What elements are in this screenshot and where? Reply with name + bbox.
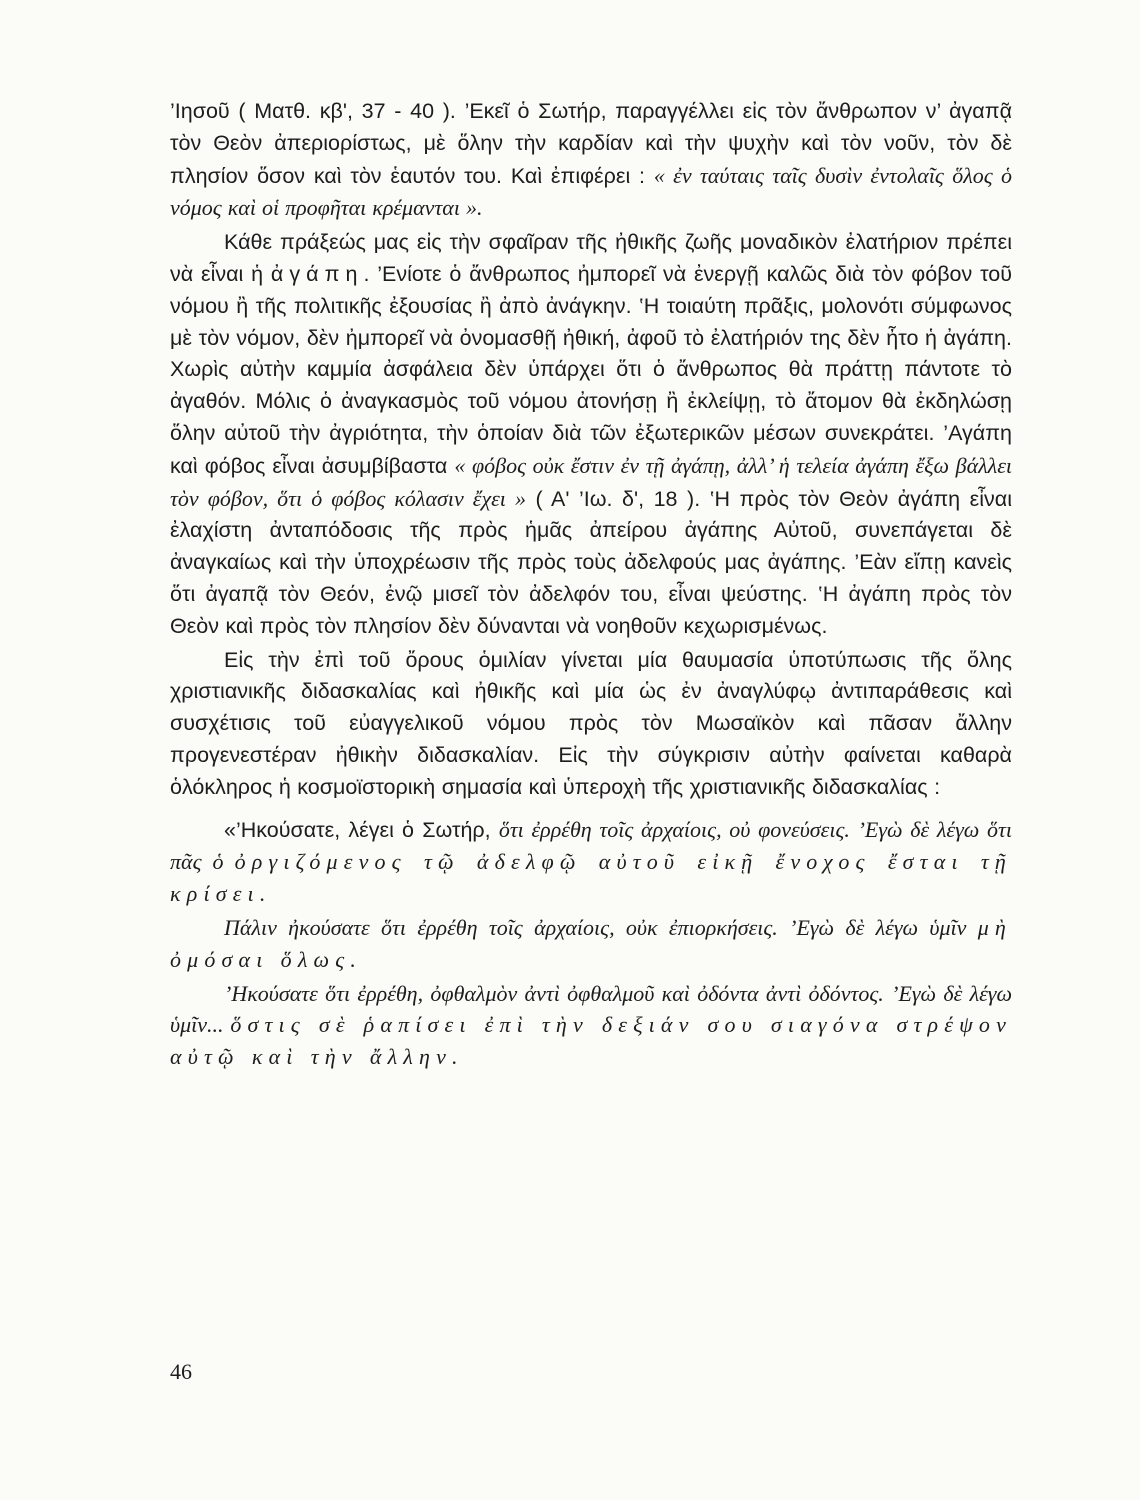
paragraph-1 <box>170 96 1012 225</box>
scripture-quotes <box>170 814 1012 1073</box>
paragraph-2-segment: ( Α' ’Ιω. δ', 18 ). ‛Η πρὸς τὸν Θεὸν ἀγάπη εἶναι ἐλαχίστη ἀνταπόδοσις τῆς πρὸς ἡμᾶς ἀπείρου ἀγάπης Αὐτοῦ, συνεπάγεται δὲ ἀναγκαίως καὶ τὴν ὑποχρέωσιν τῆς πρὸς τοὺς ἀδελφούς μας ἀγάπης. ’Εὰν εἴπῃ κανεὶς ὅτι ἀγαπᾷ τὸν Θεόν, ἐνῷ μισεῖ τὸν ἀδελφόν του, εἶναι ψεύστης. ‛Η ἀγάπη πρὸς τὸν Θεὸν καὶ πρὸς τὸν πλησίον δὲν δύνανται νὰ νοηθοῦν κεχωρισμένως. <box>170 486 1012 638</box>
paragraph-2-segment: . ’Ενίοτε ὁ ἄνθρωπος ἠμπορεῖ νὰ ἐνεργῇ καλῶς διὰ τὸν φόβον τοῦ νόμου ἢ τῆς πολιτικῆς ἐξουσίας ἢ ἀπὸ ἀνάγκην. ‛Η τοιαύτη πρᾶξις, μολονότι σύμφωνος μὲ τὸν νόμον, δὲν ἠμπορεῖ νὰ ὀνομασθῇ ἠθική, ἀφοῦ τὸ ἐλατήριόν της δὲν ἦτο ἡ ἀγάπη. Χωρὶς αὐτὴν καμμία ἀσφάλεια δὲν ὑπάρχει ὅτι ὁ ἄνθρωπος θὰ πράττῃ πάντοτε τὸ ἀγαθόν. Μόλις ὁ ἀναγκασμὸς τοῦ νόμου ἀτονήσῃ ἢ ἐκλείψῃ, τὸ ἄτομον θὰ ἐκδηλώσῃ ὅλην αὐτοῦ τὴν ἀγριότητα, τὴν ὁποίαν διὰ τῶν ἐξωτερικῶν μέσων συνεκράτει. ’Αγάπη καὶ φόβος εἶναι ἀσυμβίβαστα <box>170 261 1012 478</box>
quote-1-segment: ὅτι ἐρρέθη τοῖς ἀρχαίοις, οὐ φονεύσεις. ’Εγὼ δὲ λέγω ὅτι πᾶς ὁ <box>170 816 1012 875</box>
paragraph-3 <box>170 645 1012 804</box>
page-body <box>170 96 1012 1073</box>
paragraph-1-segment: « ἐν ταύταις ταῖς δυσὶν ἐντολαῖς ὅλος ὁ νόμος καὶ οἱ προφῆται κρέμανται ». <box>170 162 1012 221</box>
paragraph-2-segment: ἀγάπη <box>270 261 364 286</box>
paragraph-1-segment: ’Ιησοῦ ( Ματθ. κβ', 37 - 40 ). ’Εκεῖ ὁ Σωτήρ, παραγγέλλει εἰς τὸν ἄνθρωπον ν’ ἀγαπᾷ τὸν Θεὸν ἀπεριορίστως, μὲ ὅλην τὴν καρδίαν καὶ τὴν ψυχὴν καὶ τὸν νοῦν, τὸν δὲ πλησίον ὅσον καὶ τὸν ἑαυτόν του. Καὶ ἐπιφέρει : <box>170 99 1012 188</box>
quote-3-segment: ὅστις σὲ ῥαπίσει ἐπὶ τὴν δεξιάν σου σιαγόνα στρέψον αὐτῷ καὶ τὴν ἄλλην <box>170 1012 1012 1070</box>
page-number: 46 <box>170 1359 192 1384</box>
paragraph-2-segment: « φόβος οὐκ ἔστιν ἐν τῇ ἀγάπῃ, ἀλλ’ ἡ τελεία ἀγάπη ἔξω βάλλει τὸν φόβον, ὅτι ὁ φόβος κόλασιν ἔχει » <box>170 452 1012 511</box>
quote-2-segment: μὴ ὀμόσαι ὅλως <box>170 914 1012 972</box>
quote-1 <box>170 814 1012 910</box>
quote-1-segment: . <box>259 881 266 907</box>
quote-3 <box>170 978 1012 1073</box>
quote-3-segment: ’Ηκούσατε ὅτι ἐρρέθη, ὀφθαλμὸν ἀντὶ ὀφθαλμοῦ καὶ ὀδόντα ἀντὶ ὀδόντος. ’Εγὼ δὲ λέγω ὑμῖν... <box>170 980 1012 1038</box>
quote-3-segment: . <box>452 1044 458 1070</box>
paragraph-2-segment: Κάθε πράξεώς μας εἰς τὴν σφαῖραν τῆς ἠθικῆς ζωῆς μοναδικὸν ἐλατήριον πρέπει νὰ εἶναι ἡ <box>170 230 1012 286</box>
quote-2-segment: . <box>350 946 356 972</box>
paragraph-3-segment: Εἰς τὴν ἐπὶ τοῦ ὄρους ὁμιλίαν γίνεται μία θαυμασία ὑποτύπωσις τῆς ὅλης χριστιανικῆς διδασκαλίας καὶ ἠθικῆς καὶ μία ὡς ἐν ἀναγλύφῳ ἀντιπαράθεσις καὶ συσχέτισις τοῦ εὐαγγελικοῦ νόμου πρὸς τὸν Μωσαϊκὸν καὶ πᾶσαν ἄλλην προγενεστέραν ἠθικὴν διδασκαλίαν. Εἰς τὴν σύγκρισιν αὐτὴν φαίνεται καθαρὰ ὁλόκληρος ἡ κοσμοϊστορικὴ σημασία καὶ ὑπεροχὴ τῆς χριστιανικῆς διδασκαλίας : <box>170 647 1012 799</box>
quote-2 <box>170 912 1012 976</box>
quote-2-segment: Πάλιν ἠκούσατε ὅτι ἐρρέθη τοῖς ἀρχαίοις, οὐκ ἐπιορκήσεις. ’Εγὼ δὲ λέγω ὑμῖν <box>224 914 978 940</box>
quote-1-segment: ὀργιζόμενος τῷ ἀδελφῷ αὐτοῦ εἰκῇ ἔνοχος ἔσται τῇ κρίσει <box>170 849 1012 907</box>
paragraph-2 <box>170 227 1012 642</box>
quote-1-segment: «’Ηκούσατε, λέγει ὁ Σωτήρ, <box>224 817 499 842</box>
